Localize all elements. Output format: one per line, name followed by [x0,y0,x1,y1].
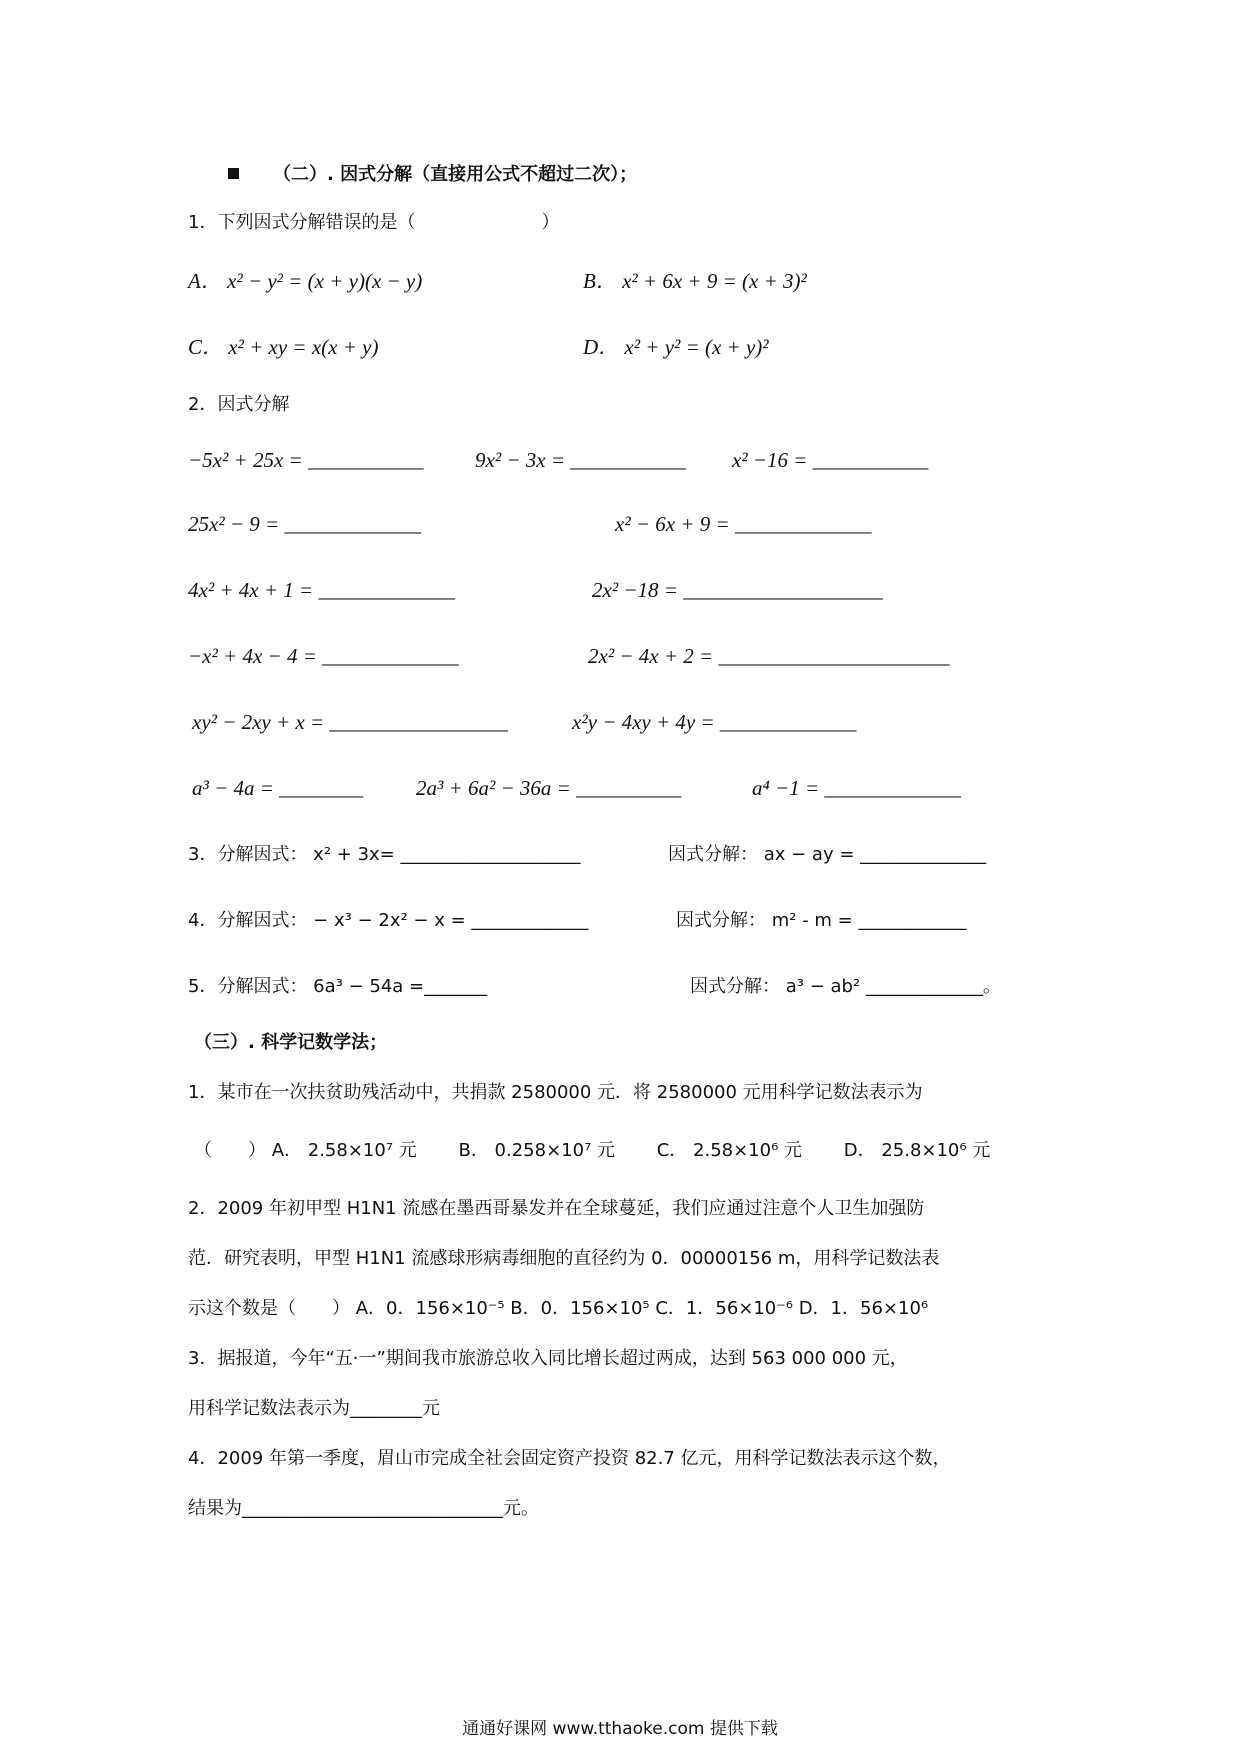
q2-row4-item2: 2x² − 4x + 2 = ______________________ [588,644,950,668]
q3-right: 因式分解： ax − ay = ______________ [668,844,987,865]
q4-right: 因式分解： m² - m = ____________ [676,910,967,931]
q2-row6-item3: a⁴ −1 = _____________ [752,776,961,800]
square-bullet-icon [228,168,239,179]
q2-row1-item3: x² −16 = ___________ [732,448,929,472]
q1-option-b: B． x² + 6x + 9 = (x + 3)² [583,269,807,293]
q2-row1-item1: −5x² + 25x = ___________ [188,448,424,472]
q2-row6-item2: 2a³ + 6a² − 36a = __________ [416,776,682,800]
q2-row4-item1: −x² + 4x − 4 = _____________ [188,644,459,668]
q2-row3-item2: 2x² −18 = ___________________ [592,578,883,602]
q2-row6-item1: a³ − 4a = ________ [192,776,364,800]
q2-row2-item2: x² − 6x + 9 = _____________ [615,512,872,536]
q4-left: 4．分解因式： − x³ − 2x² − x = _____________ [188,910,589,931]
q2-stem: 2．因式分解 [188,394,290,415]
q3-left: 3．分解因式： x² + 3x= ____________________ [188,844,581,865]
q2-row3-item1: 4x² + 4x + 1 = _____________ [188,578,455,602]
q5-right: 因式分解： a³ − ab² _____________。 [690,976,1001,997]
page-footer: 通通好课网 www.tthaoke.com 提供下载 [462,1719,778,1739]
s3-q2-line2: 范．研究表明，甲型 H1N1 流感球形病毒细胞的直径约为 0．00000156 m，用科学记数法表 [188,1248,940,1269]
q2-row5-item2: x²y − 4xy + 4y = _____________ [572,710,857,734]
q2-row5-item1: xy² − 2xy + x = _________________ [192,710,508,734]
q1-option-c: C． x² + xy = x(x + y) [188,335,379,359]
section-2-title: （二）. 因式分解（直接用公式不超过二次）； [273,164,638,185]
s3-q1-options: （ ） A． 2.58×10⁷ 元 B． 0.258×10⁷ 元 C． 2.58×10⁶ 元 D． 25.8×10⁶ 元 [194,1140,991,1161]
q5-left: 5．分解因式： 6a³ − 54a =_______ [188,976,488,997]
s3-q3-line2: 用科学记数法表示为________元 [188,1398,440,1419]
s3-q3-line1: 3．据报道，今年“五·一”期间我市旅游总收入同比增长超过两成，达到 563 000 000 元， [188,1348,908,1369]
q1-option-a: A． x² − y² = (x + y)(x − y) [188,269,423,293]
q1-stem: 1．下列因式分解错误的是（ ） [188,212,560,233]
q2-row1-item2: 9x² − 3x = ___________ [475,448,686,472]
s3-q1-stem: 1．某市在一次扶贫助残活动中，共捐款 2580000 元．将 2580000 元用科学记数法表示为 [188,1082,923,1103]
section-2-title-row [228,162,637,188]
s3-q4-line1: 4．2009 年第一季度，眉山市完成全社会固定资产投资 82.7 亿元，用科学记数法表示这个数， [188,1448,951,1469]
s3-q2-line1: 2．2009 年初甲型 H1N1 流感在墨西哥暴发并在全球蔓延，我们应通过注意个人卫生加强防 [188,1198,925,1219]
q1-option-d: D． x² + y² = (x + y)² [583,335,769,359]
s3-q2-line3: 示这个数是（ ） A．0．156×10⁻⁵ B．0．156×10⁵ C．1．56×10⁻⁶ D．1．56×10⁶ [188,1298,929,1319]
q2-row2-item1: 25x² − 9 = _____________ [188,512,421,536]
s3-q4-line2: 结果为_____________________________元。 [188,1498,539,1519]
section-3-title: （三）. 科学记数学法； [194,1032,388,1053]
